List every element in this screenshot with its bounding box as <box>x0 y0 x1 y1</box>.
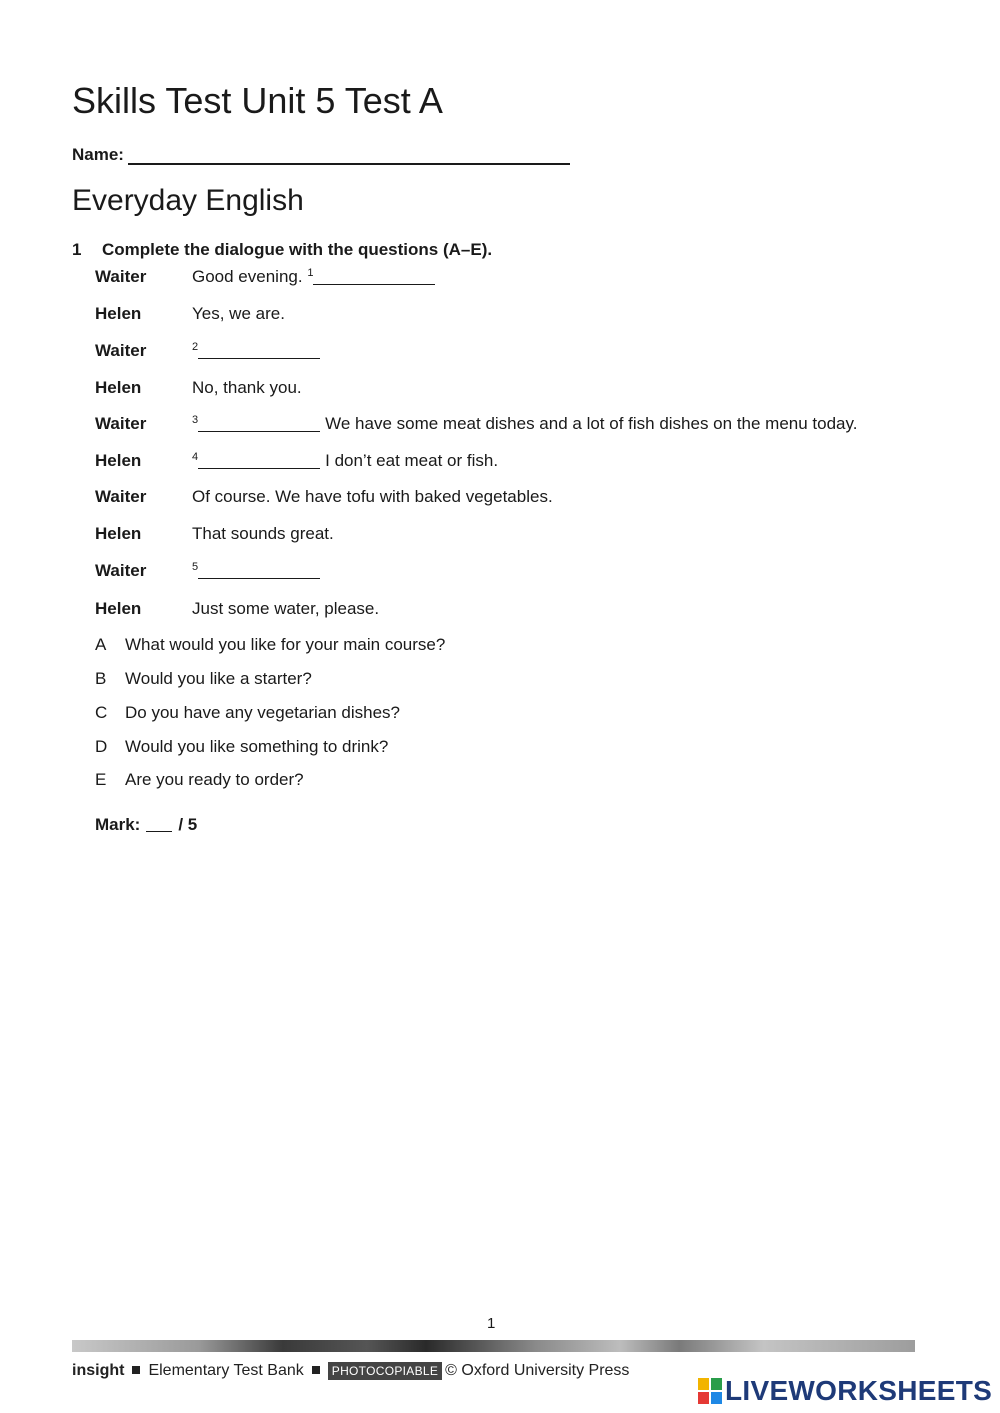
photocopiable-badge: PHOTOCOPIABLE <box>328 1362 442 1380</box>
dialogue-text: We have some meat dishes and a lot of fish dishes on the menu today. <box>325 414 858 433</box>
square-bullet-icon <box>132 1366 140 1374</box>
speaker-name: Helen <box>95 304 142 323</box>
watermark-text: LIVEWORKSHEETS <box>725 1375 993 1406</box>
name-label: Name: <box>72 145 124 164</box>
option-item <box>95 635 445 655</box>
mark-blank[interactable] <box>146 816 172 832</box>
dialogue-row <box>95 524 334 544</box>
dialogue-text: Of course. We have tofu with baked vegetables. <box>192 487 553 506</box>
name-field <box>72 145 570 165</box>
speaker-name: Waiter <box>95 341 147 360</box>
dialogue-text: That sounds great. <box>192 524 334 543</box>
option-item <box>95 703 400 723</box>
name-blank[interactable] <box>128 146 570 165</box>
dialogue-text: Yes, we are. <box>192 304 285 323</box>
gap-number: 4 <box>192 451 199 463</box>
answer-gap[interactable] <box>198 415 320 432</box>
answer-gap[interactable] <box>198 452 320 469</box>
answer-gap[interactable] <box>198 342 320 359</box>
option-letter: C <box>95 703 108 722</box>
option-letter: E <box>95 770 107 789</box>
dialogue-line <box>192 451 498 470</box>
option-text: Would you like a starter? <box>125 669 312 688</box>
dialogue-row <box>95 378 302 398</box>
square-bullet-icon <box>312 1366 320 1374</box>
dialogue-line <box>192 267 440 286</box>
dialogue-row <box>95 267 440 287</box>
dialogue-line <box>192 304 285 323</box>
speaker-name: Helen <box>95 524 142 543</box>
footer-book: Elementary Test Bank <box>148 1362 304 1379</box>
footer-banner <box>72 1340 915 1352</box>
gap-number: 5 <box>192 561 199 573</box>
dialogue-line <box>192 341 325 360</box>
answer-gap[interactable] <box>198 562 320 579</box>
dialogue-row <box>95 414 857 434</box>
section-title: Everyday English <box>72 184 304 217</box>
dialogue-text: No, thank you. <box>192 378 302 397</box>
speaker-name: Waiter <box>95 487 147 506</box>
option-text: Do you have any vegetarian dishes? <box>125 703 401 722</box>
dialogue-text: Just some water, please. <box>192 599 380 618</box>
option-item <box>95 737 388 757</box>
dialogue-line <box>192 487 553 506</box>
dialogue-text: I don’t eat meat or fish. <box>325 451 499 470</box>
option-text: Are you ready to order? <box>125 770 304 789</box>
dialogue-row <box>95 451 498 471</box>
footer-publisher: © Oxford University Press <box>445 1362 630 1379</box>
gap-number: 2 <box>192 341 199 353</box>
speaker-name: Waiter <box>95 414 147 433</box>
exercise-instruction <box>72 240 492 260</box>
dialogue-row <box>95 561 325 581</box>
dialogue-row <box>95 304 285 324</box>
dialogue-text: Good evening. <box>192 267 308 286</box>
footer-brand: insight <box>72 1362 125 1379</box>
speaker-name: Helen <box>95 451 142 470</box>
liveworksheets-logo-icon <box>698 1378 722 1404</box>
dialogue-line <box>192 599 379 618</box>
option-item <box>95 669 312 689</box>
mark-line <box>95 815 197 835</box>
mark-label: Mark: <box>95 815 141 834</box>
answer-gap[interactable] <box>313 268 435 285</box>
dialogue-row <box>95 599 379 619</box>
option-letter: D <box>95 737 108 756</box>
dialogue-line <box>192 414 857 433</box>
mark-total: / 5 <box>178 815 198 834</box>
option-text: Would you like something to drink? <box>125 737 389 756</box>
page-number: 1 <box>487 1315 496 1332</box>
option-item <box>95 770 304 790</box>
page-title: Skills Test Unit 5 Test A <box>72 80 443 121</box>
gap-number: 3 <box>192 414 199 426</box>
dialogue-row <box>95 341 325 361</box>
speaker-name: Waiter <box>95 267 147 286</box>
speaker-name: Waiter <box>95 561 147 580</box>
option-text: What would you like for your main course? <box>125 635 446 654</box>
speaker-name: Helen <box>95 599 142 618</box>
dialogue-row <box>95 487 553 507</box>
liveworksheets-watermark <box>698 1375 992 1407</box>
dialogue-line <box>192 524 334 543</box>
option-letter: A <box>95 635 107 654</box>
dialogue-line <box>192 378 302 397</box>
footer <box>72 1362 629 1380</box>
instruction-text: Complete the dialogue with the questions (A–E). <box>102 240 493 259</box>
gap-number: 1 <box>307 267 314 279</box>
option-letter: B <box>95 669 107 688</box>
exercise-number: 1 <box>72 240 82 259</box>
dialogue-line <box>192 561 325 580</box>
speaker-name: Helen <box>95 378 142 397</box>
